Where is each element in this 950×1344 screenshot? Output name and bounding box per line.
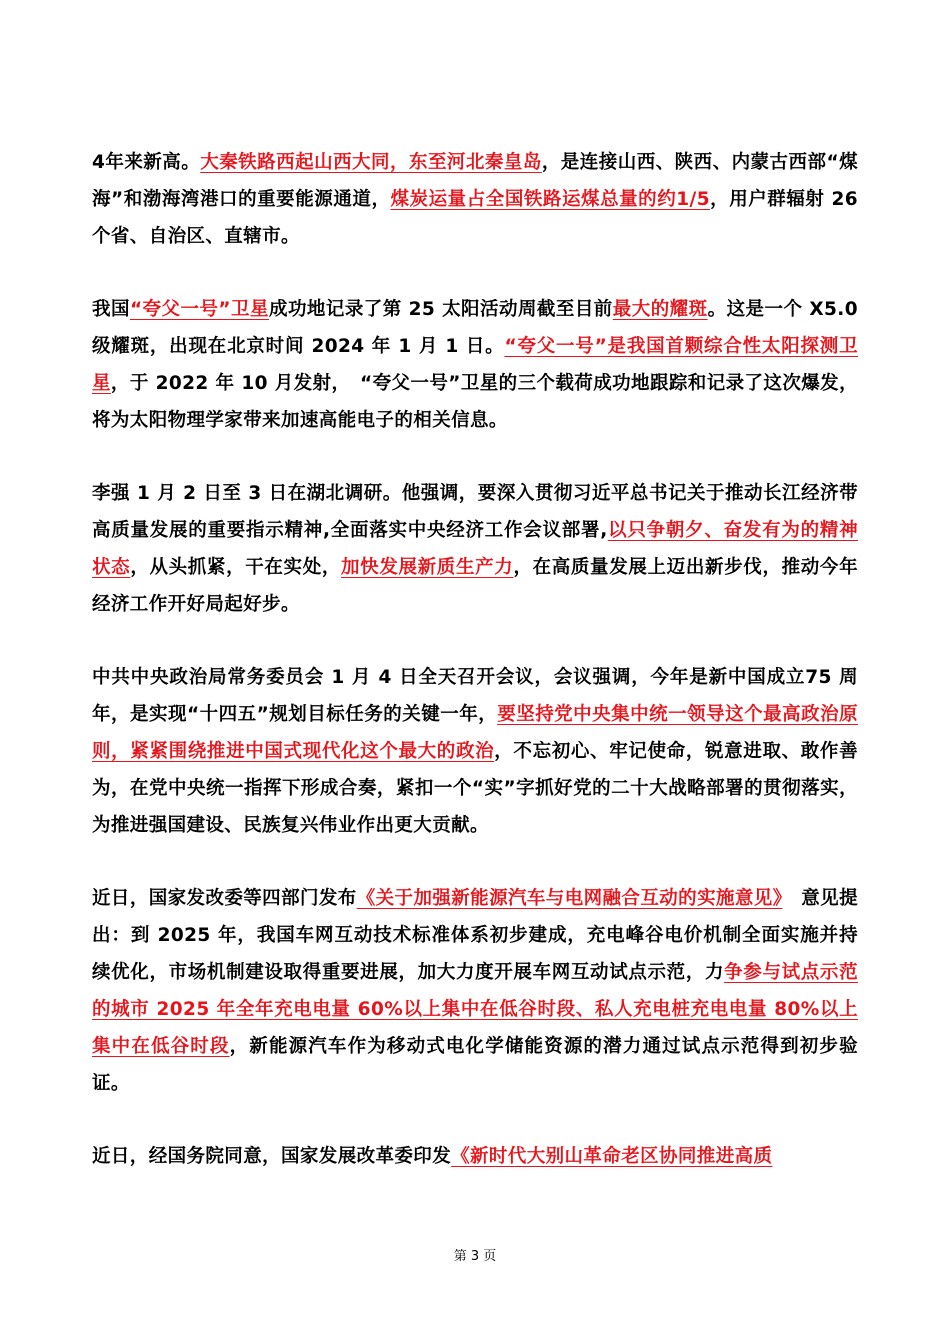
highlighted-text: 争参与试点示范的城市 2025 年全年充电电量 60%以上集中在低谷时段、私人充电桩充电电量 80%以上集中在低谷时段	[92, 962, 858, 1057]
body-text: 成功地记录了第 25 太阳活动周截至目前	[268, 299, 613, 320]
body-text: ，从头抓紧，干在实处，	[130, 557, 342, 578]
body-text: ，于 2022 年 10 月发射， “夸父一号”卫星的三个载荷成功地跟踪和记录了这次爆发，将为太阳物理学家带来加速高能电子的相关信息。	[92, 373, 858, 431]
body-text: ，用户群辐射 26 个省、自治区、直辖市。	[92, 189, 859, 247]
page-number: 第 3 页	[453, 1249, 497, 1264]
body-text: ，新能源汽车作为移动式电化学储能资源的潜力通过试点示范得到初步验证。	[92, 1036, 858, 1094]
body-text: 4年来新高。	[92, 152, 201, 173]
document-body	[92, 144, 858, 1211]
highlighted-text: “夸父一号”是我国首颗综合性太阳探测卫星	[92, 336, 858, 394]
body-text: 中共中央政治局常务委员会 1 月 4 日全天召开会议，会议强调，今年是新中国成立75 周年，是实现“十四五”规划目标任务的关键一年，	[92, 667, 858, 725]
highlighted-text: 以只争朝夕、奋发有为的精神状态	[92, 520, 858, 578]
highlighted-text: 加快发展新质生产力	[341, 557, 514, 578]
body-text: ，在高质量发展上迈出新步伐，推动今年经济工作开好局起好步。	[92, 557, 858, 615]
body-text: 近日，国家发改委等四部门发布	[92, 888, 357, 909]
body-text: ，不忘初心、牢记使命，锐意进取、敢作善为，在党中央统一指挥下形成合奏，紧扣一个“实”字抓好党的二十大战略部署的贯彻落实，为推进强国建设、民族复兴伟业作出更大贡献。	[92, 741, 858, 836]
paragraph	[92, 880, 858, 1102]
highlighted-text: 大秦铁路西起山西大同，东至河北秦皇岛	[200, 152, 542, 173]
body-text: 。这是一个 X5.0 级耀斑，出现在北京时间 2024 年 1 月 1 日。	[92, 299, 858, 357]
paragraph	[92, 659, 858, 844]
paragraph	[92, 144, 858, 255]
body-text: ，是连接山西、陕西、内蒙古西部“煤海”和渤海湾港口的重要能源通道，	[92, 152, 858, 210]
body-text: 近日，经国务院同意，国家发展改革委印发	[92, 1146, 452, 1167]
highlighted-text: 《新时代大别山革命老区协同推进高质	[451, 1146, 773, 1167]
paragraph	[92, 1138, 858, 1175]
highlighted-text: 《关于加强新能源汽车与电网融合互动的实施意见》	[356, 888, 783, 909]
paragraph	[92, 291, 858, 439]
highlighted-text: 要坚持党中央集中统一领导这个最高政治原则，紧紧围绕推进中国式现代化这个最大的政治	[92, 704, 858, 762]
body-text: 我国	[92, 299, 130, 320]
body-text: 李强 1 月 2 日至 3 日在湖北调研。他强调，要深入贯彻习近平总书记关于推动长江经济带高质量发展的重要指示精神,全面落实中央经济工作会议部署,	[92, 483, 858, 541]
highlighted-text: 最大的耀斑	[612, 299, 708, 320]
body-text: 意见提出：到 2025 年，我国车网互动技术标准体系初步建成，充电峰谷电价机制全面实施并持续优化，市场机制建设取得重要进展，加大力度开展车网互动试点示范，力	[92, 888, 858, 983]
highlighted-text: 煤炭运量占全国铁路运煤总量的约1/5	[390, 189, 710, 210]
highlighted-text: “夸父一号”卫星	[129, 299, 269, 320]
paragraph	[92, 475, 858, 623]
